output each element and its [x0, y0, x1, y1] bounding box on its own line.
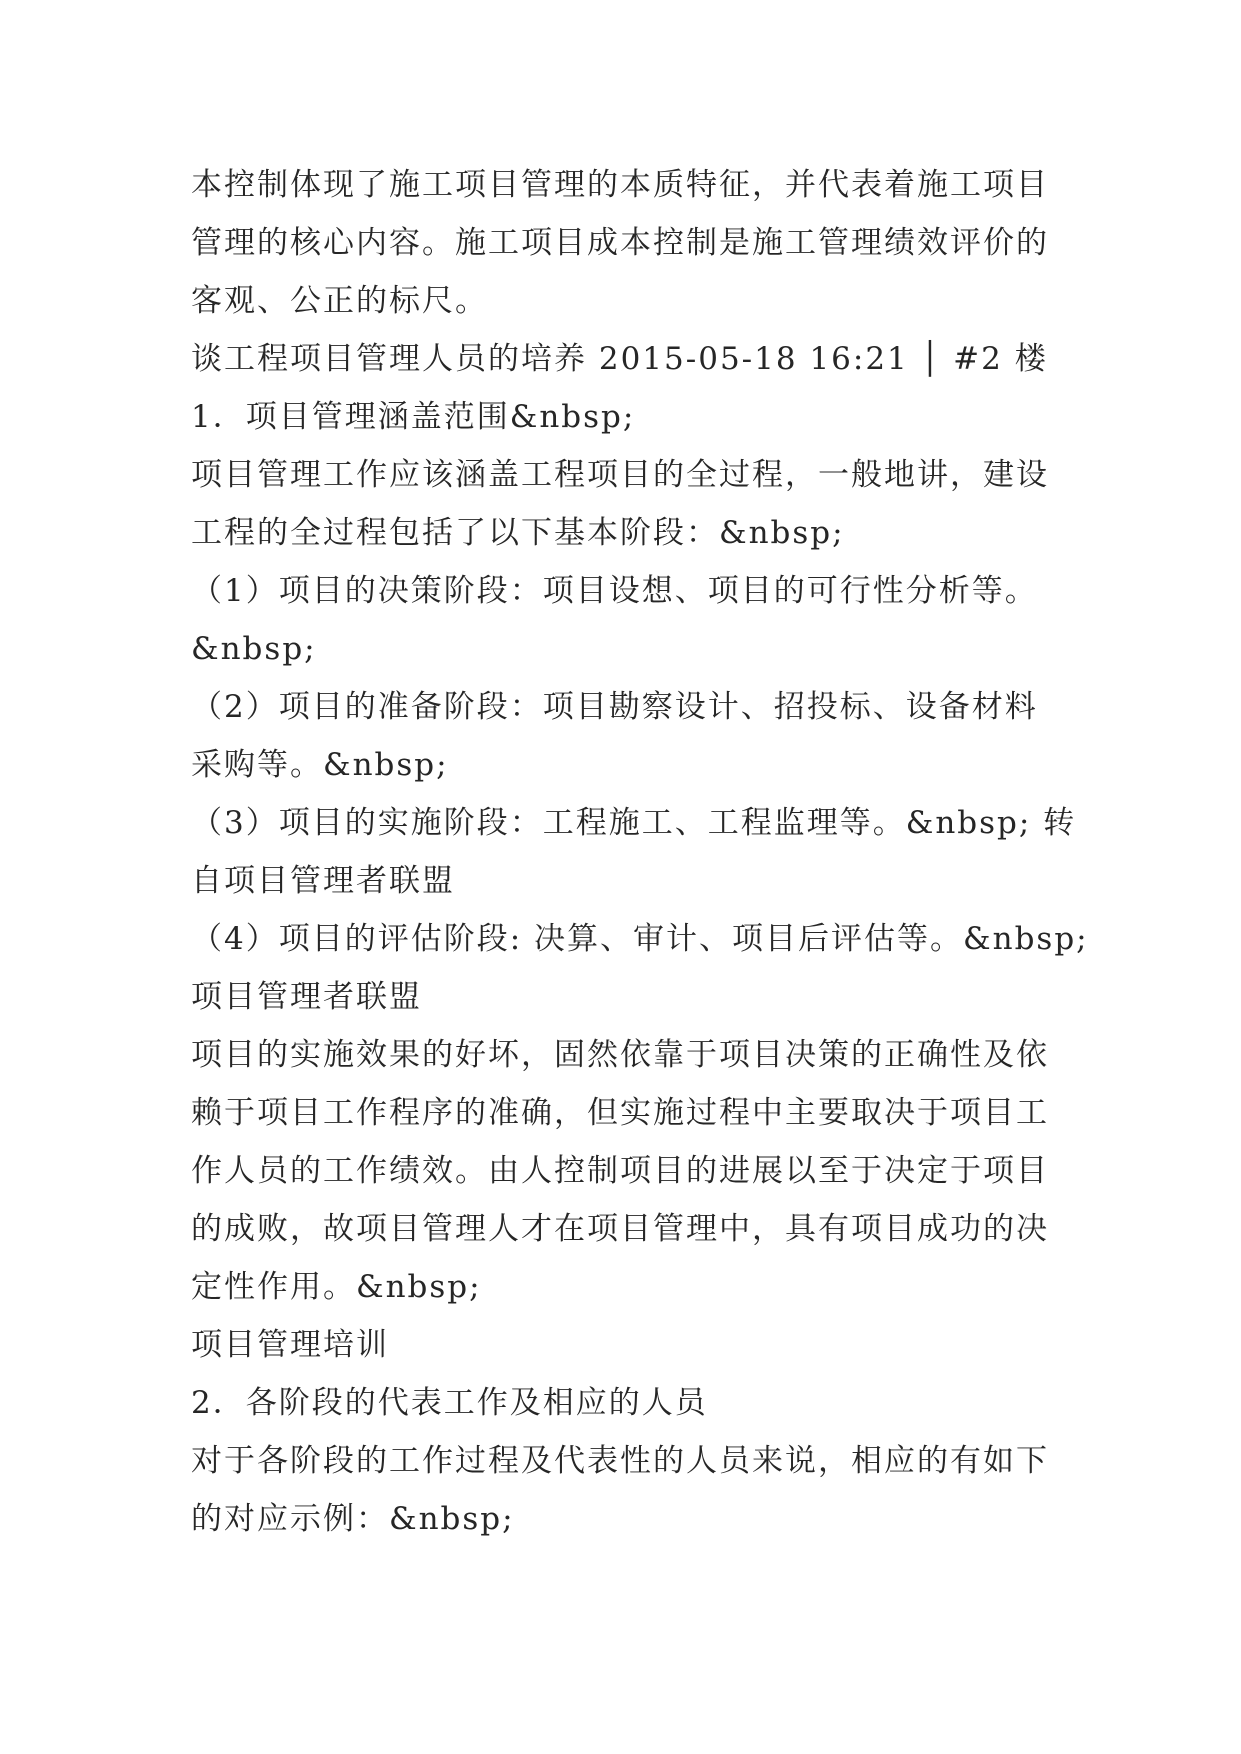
text-line: 项目的实施效果的好坏，固然依靠于项目决策的正确性及依 [191, 1037, 1049, 1073]
list-item: （3）项目的实施阶段：工程施工、工程监理等。&nbsp; 转 [191, 805, 1077, 841]
list-item: （4）项目的评估阶段: 决算、审计、项目后评估等。&nbsp; [191, 921, 1089, 957]
text-line: 定性作用。&nbsp; [191, 1269, 482, 1305]
text-line: &nbsp; [191, 631, 317, 667]
text-line: 赖于项目工作程序的准确，但实施过程中主要取决于项目工 [191, 1095, 1049, 1131]
section-heading: 2．各阶段的代表工作及相应的人员 [191, 1385, 708, 1421]
list-item: （2）项目的准备阶段：项目勘察设计、招投标、设备材料 [191, 689, 1038, 725]
text-line: 对于各阶段的工作过程及代表性的人员来说，相应的有如下 [191, 1443, 1049, 1479]
document-body [191, 156, 1089, 1548]
text-line: 项目管理者联盟 [191, 979, 422, 1015]
post-header: 谈工程项目管理人员的培养 2015-05-18 16:21 │ #2 楼 [191, 341, 1048, 377]
text-line: 本控制体现了施工项目管理的本质特征，并代表着施工项目 [191, 167, 1049, 203]
text-line: 管理的核心内容。施工项目成本控制是施工管理绩效评价的 [191, 225, 1049, 261]
text-line: 客观、公正的标尺。 [191, 283, 488, 319]
text-line: 的成败，故项目管理人才在项目管理中，具有项目成功的决 [191, 1211, 1049, 1247]
text-line: 采购等。&nbsp; [191, 747, 449, 783]
text-line: 的对应示例：&nbsp; [191, 1501, 515, 1537]
text-line: 工程的全过程包括了以下基本阶段：&nbsp; [191, 515, 845, 551]
list-item: （1）项目的决策阶段：项目设想、项目的可行性分析等。 [191, 573, 1038, 609]
section-heading: 1．项目管理涵盖范围&nbsp; [191, 399, 636, 435]
text-line: 项目管理培训 [191, 1327, 389, 1363]
text-line: 自项目管理者联盟 [191, 863, 455, 899]
text-line: 作人员的工作绩效。由人控制项目的进展以至于决定于项目 [191, 1153, 1049, 1189]
text-line: 项目管理工作应该涵盖工程项目的全过程，一般地讲，建设 [191, 457, 1049, 493]
